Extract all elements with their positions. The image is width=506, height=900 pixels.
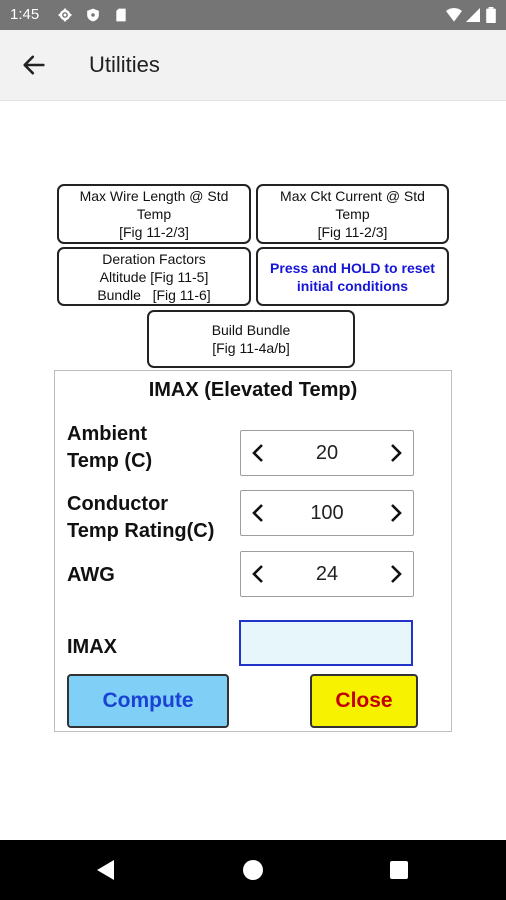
wifi-icon (446, 8, 462, 22)
sim-card-icon (114, 8, 128, 22)
button-label-line: Temp (335, 206, 370, 222)
conductor-temp-value: 100 (310, 502, 344, 524)
conductor-temp-label (67, 491, 214, 545)
conductor-temp-stepper[interactable] (240, 490, 414, 536)
button-label-line: [Fig 11-4a/b] (212, 340, 290, 356)
label-line: Temp (C) (67, 450, 153, 472)
awg-stepper[interactable] (240, 551, 414, 597)
ambient-temp-value: 20 (315, 442, 339, 464)
label-line: Temp Rating(C) (67, 520, 215, 542)
ambient-temp-stepper[interactable] (240, 430, 414, 476)
button-label-line: Bundle [Fig 11-6] (97, 286, 211, 303)
chevron-right-icon[interactable] (383, 441, 407, 465)
compute-button[interactable]: Compute (67, 674, 229, 728)
button-label-line: Altitude [Fig 11-5] (99, 268, 209, 285)
max-wire-length-button[interactable] (57, 184, 251, 244)
chevron-left-icon[interactable] (247, 562, 271, 586)
button-label-line: Deration Factors (102, 250, 206, 267)
button-label-line: Temp (136, 206, 172, 222)
button-label-line: Build Bundle (211, 322, 291, 338)
battery-icon (486, 7, 496, 23)
deration-factors-button[interactable] (57, 247, 251, 306)
page-title: Utilities (89, 52, 160, 77)
close-button[interactable]: Close (310, 674, 418, 728)
reset-conditions-button[interactable] (256, 247, 449, 306)
shield-icon (86, 8, 100, 22)
settings-icon (58, 8, 72, 22)
signal-icon (466, 8, 480, 22)
button-label-line: [Fig 11-2/3] (317, 224, 388, 240)
chevron-left-icon[interactable] (247, 501, 271, 525)
home-circle-icon[interactable] (241, 858, 265, 882)
navigation-bar (0, 840, 506, 900)
imax-panel (54, 370, 452, 732)
panel-title: IMAX (Elevated Temp) (148, 379, 358, 401)
status-time: 1:45 (10, 6, 40, 23)
awg-value: 24 (315, 563, 339, 585)
button-label-line: Press and HOLD to reset (270, 259, 435, 276)
status-bar (0, 0, 506, 30)
max-ckt-current-button[interactable] (256, 184, 449, 244)
chevron-right-icon[interactable] (383, 562, 407, 586)
awg-label: AWG (67, 564, 115, 586)
label-line: Conductor (67, 493, 169, 515)
imax-output-field[interactable] (239, 620, 413, 666)
chevron-right-icon[interactable] (383, 501, 407, 525)
build-bundle-button[interactable] (147, 310, 355, 368)
ambient-temp-label (67, 421, 152, 475)
imax-label: IMAX (67, 636, 117, 658)
button-label-line: [Fig 11-2/3] (119, 224, 189, 240)
button-label-line: initial conditions (296, 277, 409, 294)
button-label-line: Max Ckt Current @ Std (280, 188, 425, 204)
recents-square-icon[interactable] (387, 858, 411, 882)
label-line: Ambient (67, 423, 147, 445)
app-bar (0, 30, 506, 101)
back-triangle-icon[interactable] (94, 858, 118, 882)
chevron-left-icon[interactable] (247, 441, 271, 465)
arrow-left-icon[interactable] (20, 51, 48, 79)
button-label-line: Max Wire Length @ Std (79, 188, 229, 204)
